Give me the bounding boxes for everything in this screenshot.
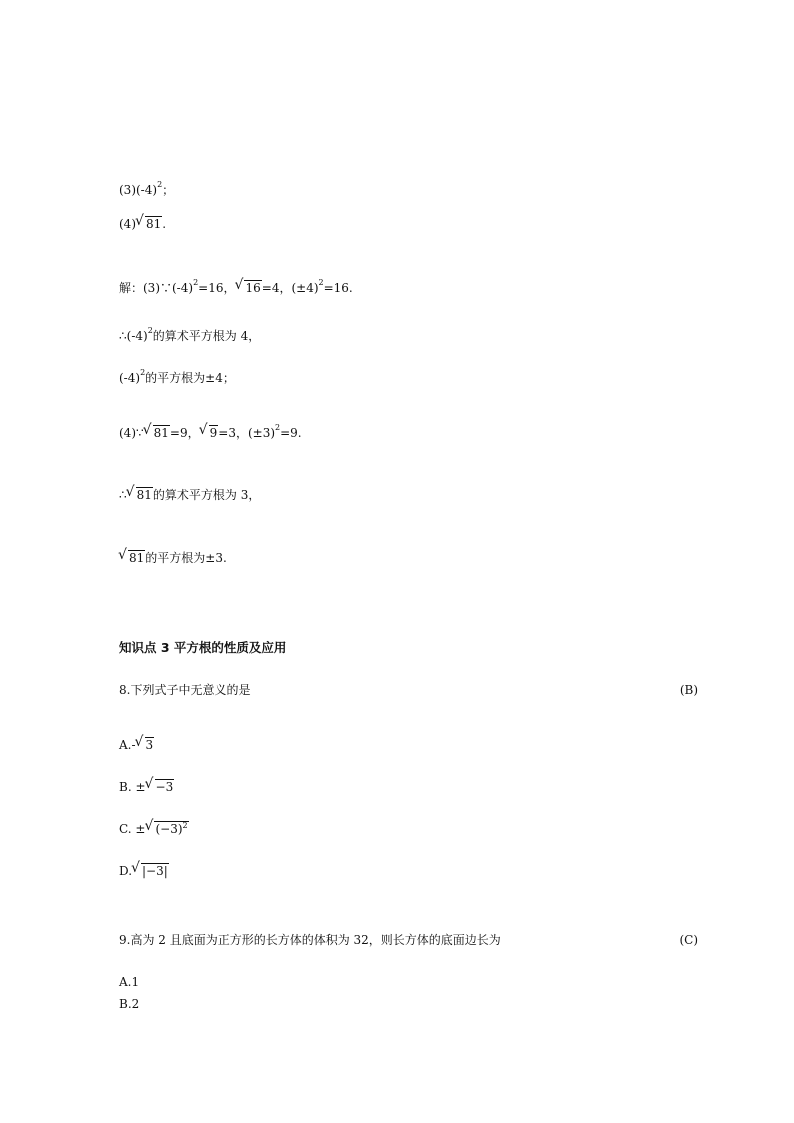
sqrt-symbol [145, 424, 170, 442]
solution-text: =16. [323, 281, 353, 295]
sqrt-symbol [133, 862, 169, 880]
radicand-base: (−3) [155, 822, 183, 836]
question-8-stem: 8.下列式子中无意义的是 [119, 683, 251, 697]
q8-option-b [119, 778, 174, 796]
solution-text: =9. [280, 426, 302, 440]
solution-text: =4，(±4) [261, 281, 319, 295]
expression: (-4) [136, 183, 158, 197]
radicand: 81 [146, 217, 162, 231]
problem-4 [119, 215, 166, 233]
solution-text: 解：(3)∵(-4) [119, 281, 194, 295]
sqrt-symbol [146, 820, 188, 838]
solution-text: =9， [169, 426, 200, 440]
sqrt-symbol [137, 215, 162, 233]
solution-text: 的平方根为±4； [145, 371, 235, 385]
radicand: 81 [136, 488, 152, 502]
sign: ± [135, 780, 146, 794]
punctuation: ； [162, 183, 175, 197]
option-label: D. [119, 864, 133, 878]
punctuation: . [162, 217, 167, 231]
solution-text: 的算术平方根为 3， [152, 488, 261, 502]
solution-text: ∴(-4) [119, 329, 148, 343]
solution-line-2 [119, 327, 260, 345]
radicand: 16 [245, 281, 261, 295]
sqrt-symbol [128, 486, 153, 504]
sqrt-symbol [120, 549, 145, 567]
q9-option-b: B.2 [119, 997, 140, 1011]
exponent: 2 [275, 423, 281, 432]
q8-option-c [119, 820, 189, 838]
solution-text: ∴ [119, 488, 127, 502]
radicand: 3 [145, 738, 154, 752]
sqrt-symbol [201, 424, 219, 442]
problem-3 [119, 181, 174, 199]
section-title: 知识点 3 平方根的性质及应用 [119, 640, 287, 655]
radicand [154, 821, 188, 836]
sqrt-symbol [147, 778, 175, 796]
option-label: C. [119, 822, 132, 836]
solution-line-1 [119, 279, 353, 297]
exponent: 2 [182, 821, 188, 830]
radicand: −3 [155, 780, 174, 794]
sqrt-symbol [236, 279, 261, 297]
solution-text: =16， [198, 281, 236, 295]
solution-line-6 [119, 549, 227, 567]
problem-number: (4) [119, 217, 136, 231]
question-8-answer: (B) [679, 683, 698, 697]
q8-option-d [119, 862, 169, 880]
question-9-answer: (C) [679, 933, 698, 947]
solution-line-5 [119, 486, 260, 504]
radicand: 81 [153, 426, 169, 440]
q8-option-a [119, 736, 154, 754]
solution-text: (-4) [119, 371, 141, 385]
solution-text: (4)∵ [119, 426, 144, 440]
option-label: A. [119, 738, 132, 752]
solution-line-4 [119, 424, 302, 442]
solution-line-3 [119, 369, 235, 387]
option-label: B. [119, 780, 132, 794]
solution-text: =3，(±3) [218, 426, 276, 440]
solution-text: 的平方根为±3. [145, 551, 227, 565]
problem-number: (3) [119, 183, 136, 197]
sqrt-symbol [137, 736, 155, 754]
radicand: 9 [209, 426, 218, 440]
sign: - [131, 738, 136, 752]
exponent: 2 [147, 326, 153, 335]
sign: ± [135, 822, 146, 836]
exponent: 2 [140, 368, 146, 377]
exponent: 2 [193, 278, 199, 287]
radicand: |−3| [142, 864, 168, 878]
exponent: 2 [157, 180, 163, 189]
exponent: 2 [318, 278, 324, 287]
solution-text: 的算术平方根为 4， [152, 329, 261, 343]
q9-option-a: A.1 [119, 975, 140, 989]
question-9-stem: 9.高为 2 且底面为正方形的长方体的体积为 32，则长方体的底面边长为 [119, 933, 501, 947]
radicand: 81 [129, 551, 145, 565]
